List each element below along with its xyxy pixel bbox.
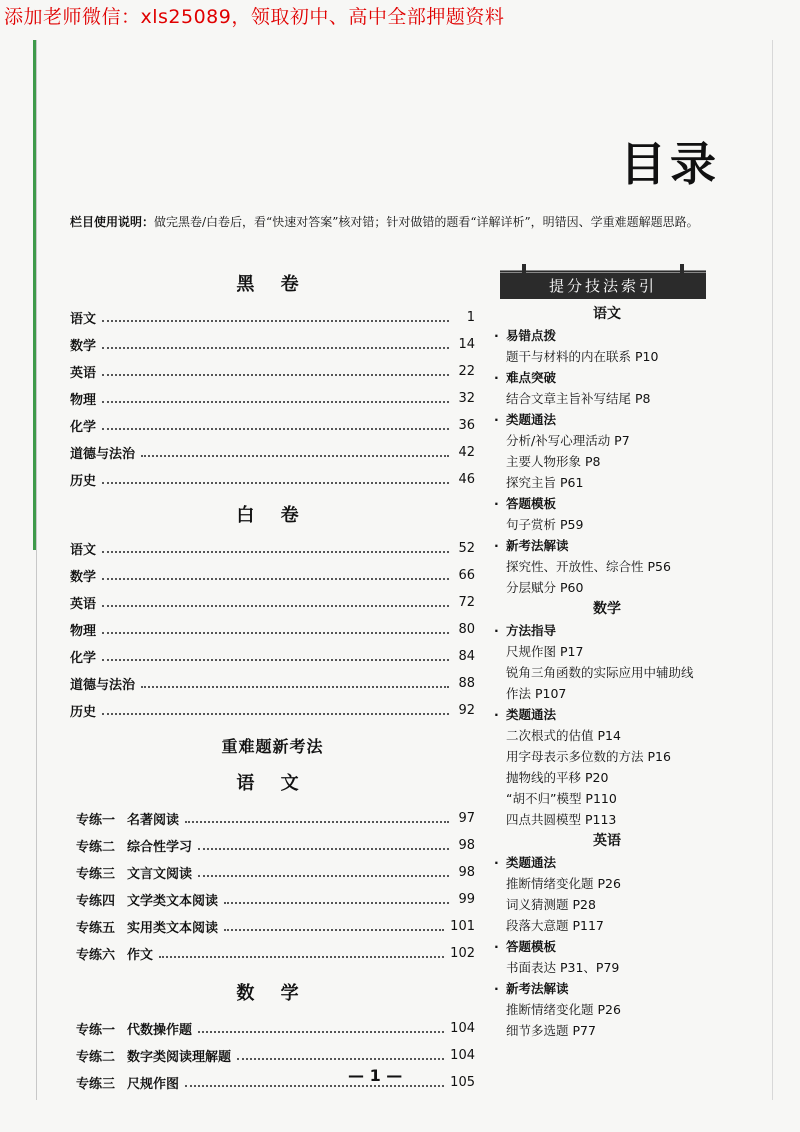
- index-item[interactable]: 段落大意题 P117: [506, 918, 604, 933]
- green-edge-mark: [33, 40, 36, 550]
- bullet-icon: ·: [494, 939, 499, 954]
- toc-leader-dots: [102, 347, 449, 349]
- index-item[interactable]: 探究性、开放性、综合性 P56: [506, 559, 671, 574]
- index-category: [492, 704, 722, 725]
- special-chinese-list: [70, 805, 475, 967]
- index-category-label: 答题模板: [506, 939, 557, 954]
- index-category: [492, 367, 722, 388]
- index-category-label: 新考法解读: [506, 538, 569, 553]
- toc-page-number: 98: [458, 838, 475, 853]
- special-section-heading: 重难题新考法: [221, 737, 324, 756]
- index-item[interactable]: 书面表达 P31、P79: [506, 960, 620, 975]
- banner-pin-right: [680, 264, 684, 274]
- bullet-icon: ·: [494, 855, 499, 870]
- toc-page-number: 97: [458, 811, 475, 826]
- toc-label: 尺规作图: [127, 1077, 180, 1092]
- bullet-icon: ·: [494, 412, 499, 427]
- bullet-icon: ·: [494, 496, 499, 511]
- toc-page-number: 98: [458, 865, 475, 880]
- index-category-label: 新考法解读: [506, 981, 569, 996]
- toc-label: 数学: [70, 339, 97, 354]
- index-subject-heading: 英语: [593, 833, 621, 849]
- index-item[interactable]: 探究主旨 P61: [506, 475, 584, 490]
- watermark-text: 添加老师微信：xls25089，领取初中、高中全部押题资料: [4, 6, 505, 28]
- index-item[interactable]: 结合文章主旨补写结尾 P8: [506, 391, 651, 406]
- toc-row[interactable]: [70, 535, 475, 562]
- toc-row[interactable]: [70, 412, 475, 439]
- toc-page-number: 46: [458, 472, 475, 487]
- page-right-edge: [772, 40, 773, 1100]
- toc-page-number: 101: [450, 919, 475, 934]
- index-category-label: 类题通法: [506, 412, 557, 427]
- toc-row[interactable]: [70, 331, 475, 358]
- index-category: [492, 493, 722, 514]
- index-subject-heading: 语文: [593, 306, 621, 322]
- index-item[interactable]: 四点共圆模型 P113: [506, 812, 617, 827]
- toc-label: 文学类文本阅读: [127, 894, 219, 909]
- page-title: 目录: [620, 137, 720, 191]
- toc-page-number: 72: [458, 595, 475, 610]
- index-item[interactable]: 尺规作图 P17: [506, 644, 584, 659]
- bullet-icon: ·: [494, 981, 499, 996]
- toc-leader-dots: [102, 578, 449, 580]
- index-item[interactable]: 抛物线的平移 P20: [506, 770, 609, 785]
- toc-page-number: 104: [450, 1048, 475, 1063]
- index-item[interactable]: 主要人物形象 P8: [506, 454, 601, 469]
- index-item[interactable]: 锐角三角函数的实际应用中辅助线: [506, 665, 694, 680]
- toc-row[interactable]: [70, 805, 475, 832]
- bullet-icon: ·: [494, 623, 499, 638]
- toc-page-number: 80: [458, 622, 475, 637]
- usage-label: 栏目使用说明：: [70, 215, 155, 229]
- toc-label: 数学: [70, 570, 97, 585]
- index-item[interactable]: 题干与材料的内在联系 P10: [506, 349, 659, 364]
- skills-index-column: [492, 270, 722, 1041]
- toc-leader-dots: [141, 686, 449, 688]
- toc-label: 语文: [70, 312, 97, 327]
- toc-label: 历史: [70, 705, 97, 720]
- toc-leader-dots: [185, 1085, 444, 1087]
- toc-row[interactable]: [70, 1015, 475, 1042]
- banner-pin-left: [522, 264, 526, 274]
- index-item[interactable]: 推断情绪变化题 P26: [506, 876, 621, 891]
- page-left-edge: [36, 40, 37, 1100]
- toc-leader-dots: [224, 902, 449, 904]
- toc-page-number: 52: [458, 541, 475, 556]
- index-category-label: 答题模板: [506, 496, 557, 511]
- toc-leader-dots: [198, 875, 449, 877]
- toc-page-number: 104: [450, 1021, 475, 1036]
- index-category: [492, 852, 722, 873]
- toc-label: 数字类阅读理解题: [127, 1050, 232, 1065]
- toc-lesson: 专练一: [76, 1023, 116, 1038]
- toc-leader-dots: [102, 605, 449, 607]
- toc-row[interactable]: [70, 616, 475, 643]
- toc-row[interactable]: [70, 358, 475, 385]
- toc-row[interactable]: [70, 859, 475, 886]
- toc-page-number: 88: [458, 676, 475, 691]
- toc-leader-dots: [102, 659, 449, 661]
- toc-row[interactable]: [70, 1069, 475, 1096]
- index-category-label: 类题通法: [506, 855, 557, 870]
- toc-page-number: 36: [458, 418, 475, 433]
- toc-leader-dots: [141, 455, 449, 457]
- toc-label: 物理: [70, 624, 97, 639]
- toc-row[interactable]: [70, 670, 475, 697]
- index-item[interactable]: 分层赋分 P60: [506, 580, 584, 595]
- toc-lesson: 专练二: [76, 840, 116, 855]
- toc-row[interactable]: [70, 913, 475, 940]
- toc-leader-dots: [159, 956, 444, 958]
- toc-page-number: 42: [458, 445, 475, 460]
- toc-label: 实用类文本阅读: [127, 921, 219, 936]
- index-item[interactable]: 细节多选题 P77: [506, 1023, 596, 1038]
- toc-row[interactable]: [70, 643, 475, 670]
- toc-row[interactable]: [70, 589, 475, 616]
- toc-page-number: 32: [458, 391, 475, 406]
- index-category: [492, 325, 722, 346]
- bullet-icon: ·: [494, 707, 499, 722]
- index-item[interactable]: 二次根式的估值 P14: [506, 728, 621, 743]
- toc-row[interactable]: [70, 1042, 475, 1069]
- toc-lesson: 专练三: [76, 867, 116, 882]
- toc-leader-dots: [102, 551, 449, 553]
- white-volume-list: [70, 535, 475, 724]
- toc-leader-dots: [185, 821, 449, 823]
- index-item[interactable]: “胡不归”模型 P110: [506, 791, 617, 806]
- white-volume-heading: 白 卷: [236, 505, 309, 526]
- toc-leader-dots: [102, 632, 449, 634]
- toc-page-number: 102: [450, 946, 475, 961]
- toc-label: 化学: [70, 420, 97, 435]
- index-item[interactable]: 推断情绪变化题 P26: [506, 1002, 621, 1017]
- bullet-icon: ·: [494, 370, 499, 385]
- index-category-label: 难点突破: [506, 370, 557, 385]
- toc-leader-dots: [198, 848, 449, 850]
- toc-row[interactable]: [70, 697, 475, 724]
- toc-leader-dots: [102, 713, 449, 715]
- toc-row[interactable]: [70, 886, 475, 913]
- toc-row[interactable]: [70, 304, 475, 331]
- toc-lesson: 专练一: [76, 813, 116, 828]
- index-category-label: 易错点拨: [506, 328, 557, 343]
- toc-label: 英语: [70, 597, 97, 612]
- toc-page-number: 14: [458, 337, 475, 352]
- index-category: [492, 936, 722, 957]
- toc-label: 英语: [70, 366, 97, 381]
- index-item[interactable]: 用字母表示多位数的方法 P16: [506, 749, 671, 764]
- index-category-label: 类题通法: [506, 707, 557, 722]
- index-category: [492, 409, 722, 430]
- skills-index-title: 提分技法索引: [548, 277, 657, 295]
- index-category: [492, 620, 722, 641]
- toc-page-number: 99: [458, 892, 475, 907]
- toc-page-number: 66: [458, 568, 475, 583]
- toc-label: 代数操作题: [127, 1023, 193, 1038]
- bullet-icon: ·: [494, 328, 499, 343]
- toc-row[interactable]: [70, 385, 475, 412]
- skills-index-banner: [500, 270, 706, 299]
- toc-left-column: [70, 270, 475, 1096]
- usage-text: 做完黑卷/白卷后，看“快速对答案”核对错；针对做错的题看“详解详析”，明错因、学重难题解题思路。: [154, 215, 699, 229]
- toc-label: 语文: [70, 543, 97, 558]
- toc-label: 化学: [70, 651, 97, 666]
- bullet-icon: ·: [494, 538, 499, 553]
- toc-leader-dots: [102, 401, 449, 403]
- index-item[interactable]: 作法 P107: [506, 686, 567, 701]
- index-item[interactable]: 句子赏析 P59: [506, 517, 584, 532]
- index-item[interactable]: 词义猜测题 P28: [506, 897, 596, 912]
- toc-page-number: 22: [458, 364, 475, 379]
- toc-label: 文言文阅读: [127, 867, 193, 882]
- toc-leader-dots: [237, 1058, 444, 1060]
- toc-label: 道德与法治: [70, 447, 136, 462]
- toc-page-number: 92: [458, 703, 475, 718]
- toc-row[interactable]: [70, 466, 475, 493]
- special-math-heading: 数 学: [236, 983, 309, 1004]
- toc-label: 道德与法治: [70, 678, 136, 693]
- toc-row[interactable]: [70, 832, 475, 859]
- index-item[interactable]: 分析/补写心理活动 P7: [506, 433, 630, 448]
- index-category-label: 方法指导: [506, 623, 557, 638]
- toc-lesson: 专练六: [76, 948, 116, 963]
- special-chinese-heading: 语 文: [236, 773, 309, 794]
- toc-leader-dots: [102, 374, 449, 376]
- toc-lesson: 专练四: [76, 894, 116, 909]
- toc-leader-dots: [198, 1031, 444, 1033]
- toc-page-number: 1: [466, 310, 475, 325]
- toc-page-number: 105: [450, 1075, 475, 1090]
- page-number: — 1 —: [348, 1066, 403, 1085]
- toc-label: 物理: [70, 393, 97, 408]
- toc-label: 历史: [70, 474, 97, 489]
- black-volume-heading: 黑 卷: [236, 274, 309, 295]
- toc-leader-dots: [102, 320, 449, 322]
- toc-label: 名著阅读: [127, 813, 180, 828]
- index-subject-heading: 数学: [593, 601, 621, 617]
- index-category: [492, 978, 722, 999]
- index-category: [492, 535, 722, 556]
- toc-leader-dots: [224, 929, 444, 931]
- toc-lesson: 专练二: [76, 1050, 116, 1065]
- toc-lesson: 专练五: [76, 921, 116, 936]
- special-math-list: [70, 1015, 475, 1096]
- toc-row[interactable]: [70, 439, 475, 466]
- toc-row[interactable]: [70, 562, 475, 589]
- skills-index-list: [492, 303, 722, 1041]
- usage-note: [70, 210, 720, 235]
- toc-row[interactable]: [70, 940, 475, 967]
- toc-lesson: 专练三: [76, 1077, 116, 1092]
- toc-leader-dots: [102, 428, 449, 430]
- black-volume-list: [70, 304, 475, 493]
- toc-label: 综合性学习: [127, 840, 193, 855]
- toc-label: 作文: [127, 948, 154, 963]
- toc-leader-dots: [102, 482, 449, 484]
- toc-page-number: 84: [458, 649, 475, 664]
